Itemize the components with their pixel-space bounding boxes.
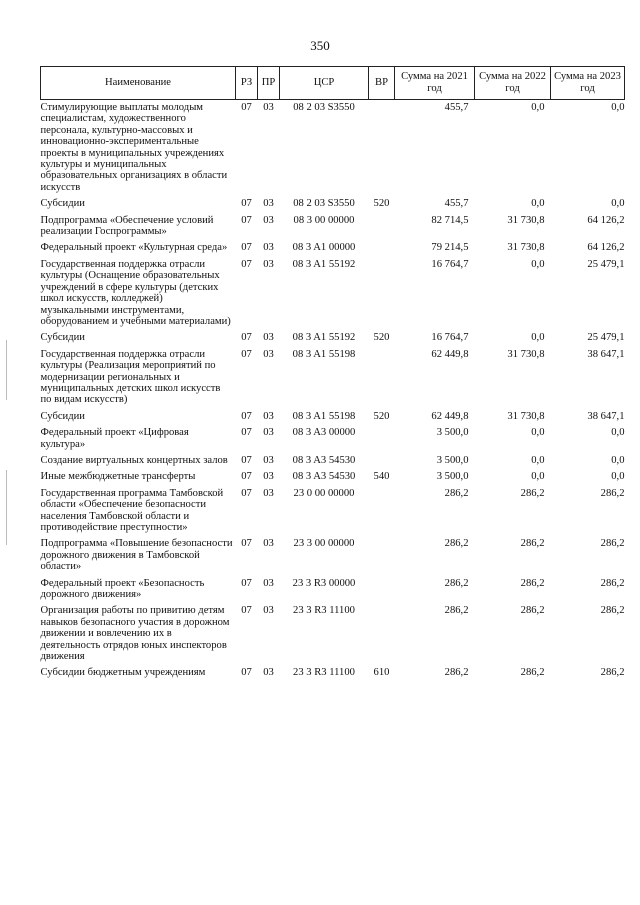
cell-sum-2021: 286,2 — [444, 577, 469, 589]
cell-rz: 07 — [241, 471, 252, 483]
table-row — [41, 425, 625, 453]
cell-vr — [369, 347, 395, 409]
cell-name: Субсидии бюджетным учреждениям — [40, 667, 206, 679]
table-row — [41, 536, 625, 575]
cell-sum-2023: 0,0 — [611, 102, 625, 113]
cell-vr — [369, 453, 395, 469]
cell-sum-2023: 0,0 — [611, 427, 625, 439]
cell-name: Государственная программа Тамбовской области «Обеспечение безопасности населения Тамбовской области и противодействие преступности» — [40, 487, 224, 533]
cell-vr — [369, 100, 395, 197]
cell-sum-2022: 31 730,8 — [507, 242, 545, 254]
cell-sum-2021: 16 764,7 — [431, 258, 469, 270]
cell-sum-2023: 25 479,1 — [587, 258, 625, 270]
cell-sum-2023: 38 647,1 — [587, 410, 625, 422]
cell-rz: 07 — [241, 198, 252, 210]
cell-sum-2021: 3 500,0 — [436, 427, 469, 439]
cell-csr: 08 3 A1 00000 — [292, 242, 356, 254]
cell-csr: 08 3 A3 00000 — [292, 427, 356, 439]
table-row — [41, 453, 625, 469]
column-header-rz: РЗ — [236, 67, 258, 100]
cell-sum-2022: 0,0 — [531, 198, 545, 210]
cell-sum-2021: 79 214,5 — [431, 242, 469, 254]
cell-pr: 03 — [263, 348, 274, 360]
cell-sum-2023: 286,2 — [600, 577, 625, 589]
cell-pr: 03 — [263, 454, 274, 466]
cell-sum-2023: 38 647,1 — [587, 348, 625, 360]
binding-margin-mark — [6, 340, 7, 400]
column-header-name: Наименование — [41, 67, 236, 100]
cell-sum-2022: 286,2 — [520, 577, 545, 589]
cell-vr — [369, 425, 395, 453]
column-header-sum-2023: Сумма на 2023 год — [551, 67, 625, 100]
cell-rz: 07 — [241, 667, 252, 679]
cell-sum-2022: 286,2 — [520, 538, 545, 550]
cell-csr: 08 2 03 S3550 — [293, 102, 355, 113]
cell-sum-2021: 286,2 — [444, 605, 469, 617]
cell-rz: 07 — [241, 577, 252, 589]
cell-sum-2021: 82 714,5 — [431, 214, 469, 226]
cell-sum-2023: 0,0 — [611, 471, 625, 483]
cell-csr: 23 3 00 00000 — [293, 538, 355, 550]
cell-rz: 07 — [241, 538, 252, 550]
cell-rz: 07 — [241, 258, 252, 270]
cell-csr: 08 3 00 00000 — [293, 214, 355, 226]
cell-vr — [369, 257, 395, 330]
cell-rz: 07 — [241, 348, 252, 360]
cell-name: Государственная поддержка отрасли культуры (Реализация мероприятий по модернизации региональных и муниципальных детских школ искусств по видам искусств) — [40, 348, 221, 406]
cell-sum-2021: 62 449,8 — [431, 348, 469, 360]
cell-sum-2023: 0,0 — [611, 454, 625, 466]
cell-pr: 03 — [263, 577, 274, 589]
cell-csr: 23 3 R3 00000 — [292, 577, 356, 589]
cell-sum-2023: 0,0 — [611, 198, 625, 210]
cell-pr: 03 — [263, 667, 274, 679]
cell-sum-2023: 25 479,1 — [587, 332, 625, 344]
cell-sum-2023: 286,2 — [600, 605, 625, 617]
cell-sum-2022: 0,0 — [531, 332, 545, 344]
cell-sum-2021: 455,7 — [444, 198, 469, 210]
cell-sum-2023: 286,2 — [600, 538, 625, 550]
budget-table — [40, 66, 625, 682]
cell-csr: 23 0 00 00000 — [293, 487, 355, 499]
cell-sum-2022: 0,0 — [531, 471, 545, 483]
column-header-pr: ПР — [258, 67, 280, 100]
cell-sum-2022: 31 730,8 — [507, 214, 545, 226]
cell-sum-2021: 455,7 — [444, 102, 469, 113]
cell-vr — [369, 486, 395, 537]
cell-csr: 08 2 03 S3550 — [293, 198, 355, 210]
cell-name: Государственная поддержка отрасли культуры (Оснащение образовательных учреждений в сфере культуры (детских школ искусств, колледжей) музыкальными инструментами, оборудованием и учебными материалами) — [40, 258, 231, 327]
cell-name: Стимулирующие выплаты молодым специалистам, художественного персонала, культурно-массовых и инновационно-экспериментальные проекты в муниципальных учреждениях культуры и муниципальных образовательных организациях в области искусств — [40, 102, 228, 193]
table-row — [41, 469, 625, 485]
column-header-sum-2022: Сумма на 2022 год — [475, 67, 551, 100]
cell-pr: 03 — [263, 214, 274, 226]
cell-sum-2022: 0,0 — [531, 258, 545, 270]
cell-pr: 03 — [263, 410, 274, 422]
cell-vr: 520 — [373, 332, 390, 344]
table-header-row — [41, 67, 625, 100]
cell-sum-2022: 0,0 — [531, 454, 545, 466]
cell-csr: 08 3 A1 55198 — [292, 348, 356, 360]
cell-sum-2021: 286,2 — [444, 538, 469, 550]
cell-name: Иные межбюджетные трансферты — [40, 471, 196, 483]
cell-pr: 03 — [263, 242, 274, 254]
cell-rz: 07 — [241, 214, 252, 226]
cell-vr: 540 — [373, 471, 390, 483]
cell-pr: 03 — [263, 198, 274, 210]
cell-pr: 03 — [263, 427, 274, 439]
cell-rz: 07 — [241, 102, 252, 113]
table-row — [41, 486, 625, 537]
cell-pr: 03 — [263, 258, 274, 270]
table-row — [41, 100, 625, 197]
cell-sum-2022: 286,2 — [520, 605, 545, 617]
cell-pr: 03 — [263, 332, 274, 344]
table-row — [41, 347, 625, 409]
table-row — [41, 665, 625, 681]
cell-name: Организация работы по привитию детям навыков безопасного участия в дорожном движении и вовлечению их в деятельность отрядов юных инспекторов движения — [40, 605, 230, 663]
cell-pr: 03 — [263, 605, 274, 617]
cell-sum-2021: 16 764,7 — [431, 332, 469, 344]
cell-sum-2021: 286,2 — [444, 667, 469, 679]
cell-name: Федеральный проект «Цифровая культура» — [40, 427, 189, 450]
cell-rz: 07 — [241, 454, 252, 466]
cell-name: Создание виртуальных концертных залов — [40, 454, 228, 466]
cell-csr: 08 3 A1 55192 — [292, 258, 356, 270]
table-row — [41, 330, 625, 346]
cell-vr — [369, 240, 395, 256]
cell-name: Субсидии — [40, 410, 85, 422]
cell-sum-2023: 286,2 — [600, 667, 625, 679]
cell-name: Субсидии — [40, 198, 85, 210]
cell-csr: 08 3 A3 54530 — [292, 454, 356, 466]
cell-vr — [369, 603, 395, 665]
cell-sum-2021: 3 500,0 — [436, 471, 469, 483]
cell-csr: 23 3 R3 11100 — [293, 667, 355, 679]
table-row — [41, 196, 625, 212]
cell-vr: 520 — [373, 198, 390, 210]
cell-rz: 07 — [241, 487, 252, 499]
cell-name: Федеральный проект «Безопасность дорожного движения» — [40, 577, 205, 601]
binding-margin-mark — [6, 470, 7, 545]
cell-vr — [369, 576, 395, 604]
cell-vr: 610 — [373, 667, 390, 679]
cell-sum-2022: 286,2 — [520, 667, 545, 679]
cell-vr — [369, 536, 395, 575]
cell-pr: 03 — [263, 487, 274, 499]
table-row — [41, 409, 625, 425]
cell-pr: 03 — [263, 471, 274, 483]
table-row — [41, 257, 625, 330]
cell-pr: 03 — [263, 538, 274, 550]
cell-sum-2022: 286,2 — [520, 487, 545, 499]
cell-sum-2023: 64 126,2 — [587, 242, 625, 254]
table-row — [41, 213, 625, 241]
cell-sum-2022: 31 730,8 — [507, 348, 545, 360]
cell-rz: 07 — [241, 605, 252, 617]
column-header-sum-2021: Сумма на 2021 год — [395, 67, 475, 100]
cell-sum-2022: 0,0 — [531, 102, 545, 113]
cell-csr: 08 3 A1 55198 — [292, 410, 356, 422]
cell-name: Федеральный проект «Культурная среда» — [40, 242, 228, 254]
cell-sum-2023: 286,2 — [600, 487, 625, 499]
cell-sum-2021: 286,2 — [444, 487, 469, 499]
table-row — [41, 576, 625, 604]
page-number: 350 — [310, 38, 330, 53]
column-header-csr: ЦСР — [280, 67, 369, 100]
cell-vr — [369, 213, 395, 241]
cell-sum-2022: 0,0 — [531, 427, 545, 439]
cell-sum-2023: 64 126,2 — [587, 214, 625, 226]
cell-rz: 07 — [241, 332, 252, 344]
cell-vr: 520 — [373, 410, 390, 422]
cell-rz: 07 — [241, 427, 252, 439]
cell-csr: 08 3 A3 54530 — [292, 471, 356, 483]
cell-csr: 08 3 A1 55192 — [292, 332, 356, 344]
cell-rz: 07 — [241, 410, 252, 422]
cell-csr: 23 3 R3 11100 — [293, 605, 355, 617]
cell-sum-2022: 31 730,8 — [507, 410, 545, 422]
cell-name: Подпрограмма «Повышение безопасности дорожного движения в Тамбовской области» — [40, 538, 233, 573]
cell-rz: 07 — [241, 242, 252, 254]
table-row — [41, 603, 625, 665]
table-row — [41, 240, 625, 256]
cell-pr: 03 — [263, 102, 274, 113]
cell-name: Подпрограмма «Обеспечение условий реализации Госпрограммы» — [40, 214, 214, 238]
column-header-vr: ВР — [369, 67, 395, 100]
cell-sum-2021: 62 449,8 — [431, 410, 469, 422]
cell-name: Субсидии — [40, 332, 85, 344]
cell-sum-2021: 3 500,0 — [436, 454, 469, 466]
